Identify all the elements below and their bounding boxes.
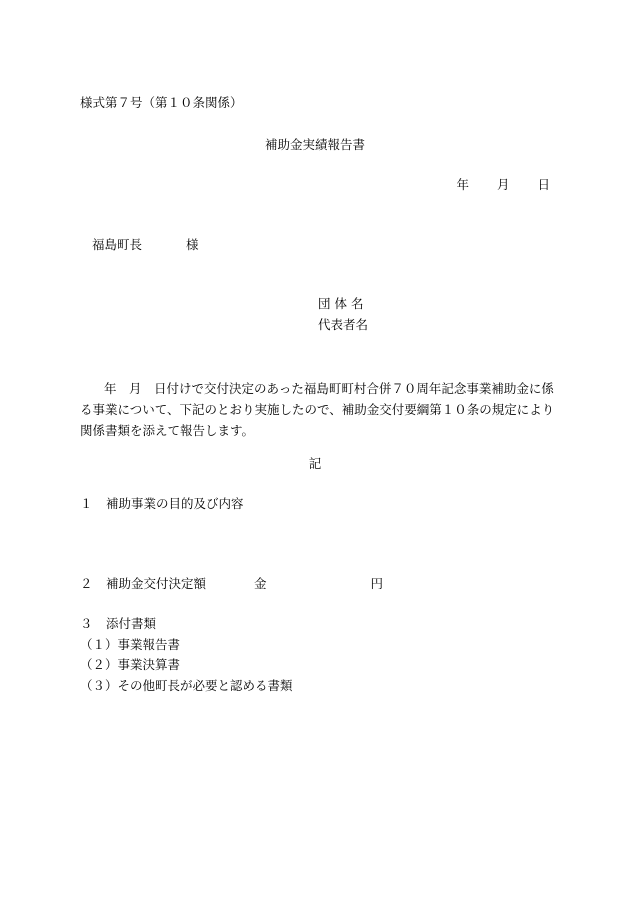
representative-label: 代表者名 xyxy=(318,317,369,332)
addressee xyxy=(92,239,199,252)
amount-prefix: 金 xyxy=(254,576,267,591)
attachment-item: （１）事業報告書 xyxy=(80,637,181,652)
addressee-name: 福島町長 xyxy=(92,237,143,252)
section-2-title: 補助金交付決定額 xyxy=(106,576,207,591)
section-1-number: １ xyxy=(80,496,93,511)
section-3-title: 添付書類 xyxy=(106,616,157,631)
section-1 xyxy=(80,498,244,511)
organization-name-label: 団 体 名 xyxy=(318,296,364,311)
date-day-label: 日 xyxy=(537,177,550,192)
section-2-number: ２ xyxy=(80,576,93,591)
section-3 xyxy=(80,618,156,631)
attachment-item: （２）事業決算書 xyxy=(80,657,181,672)
amount-suffix: 円 xyxy=(370,576,384,591)
section-1-title: 補助事業の目的及び内容 xyxy=(106,496,244,511)
form-number: 様式第７号（第１０条関係） xyxy=(80,95,243,110)
addressee-honorific: 様 xyxy=(186,237,199,252)
attachment-item: （３）その他町長が必要と認める書類 xyxy=(80,678,293,693)
ki-heading: 記 xyxy=(308,456,322,471)
section-3-number: ３ xyxy=(80,616,93,631)
date-month-label: 月 xyxy=(496,177,510,192)
section-2 xyxy=(80,578,383,591)
report-body-text: 年 月 日付けで交付決定のあった福島町町村合併７０周年記念事業補助金に係る事業について、下記のとおり実施したので、補助金交付要綱第１０条の規定により関係書類を添えて報告します。 xyxy=(80,381,555,438)
document-title: 補助金実績報告書 xyxy=(264,137,365,152)
date-year-label: 年 xyxy=(456,177,469,192)
date-row xyxy=(456,179,550,192)
